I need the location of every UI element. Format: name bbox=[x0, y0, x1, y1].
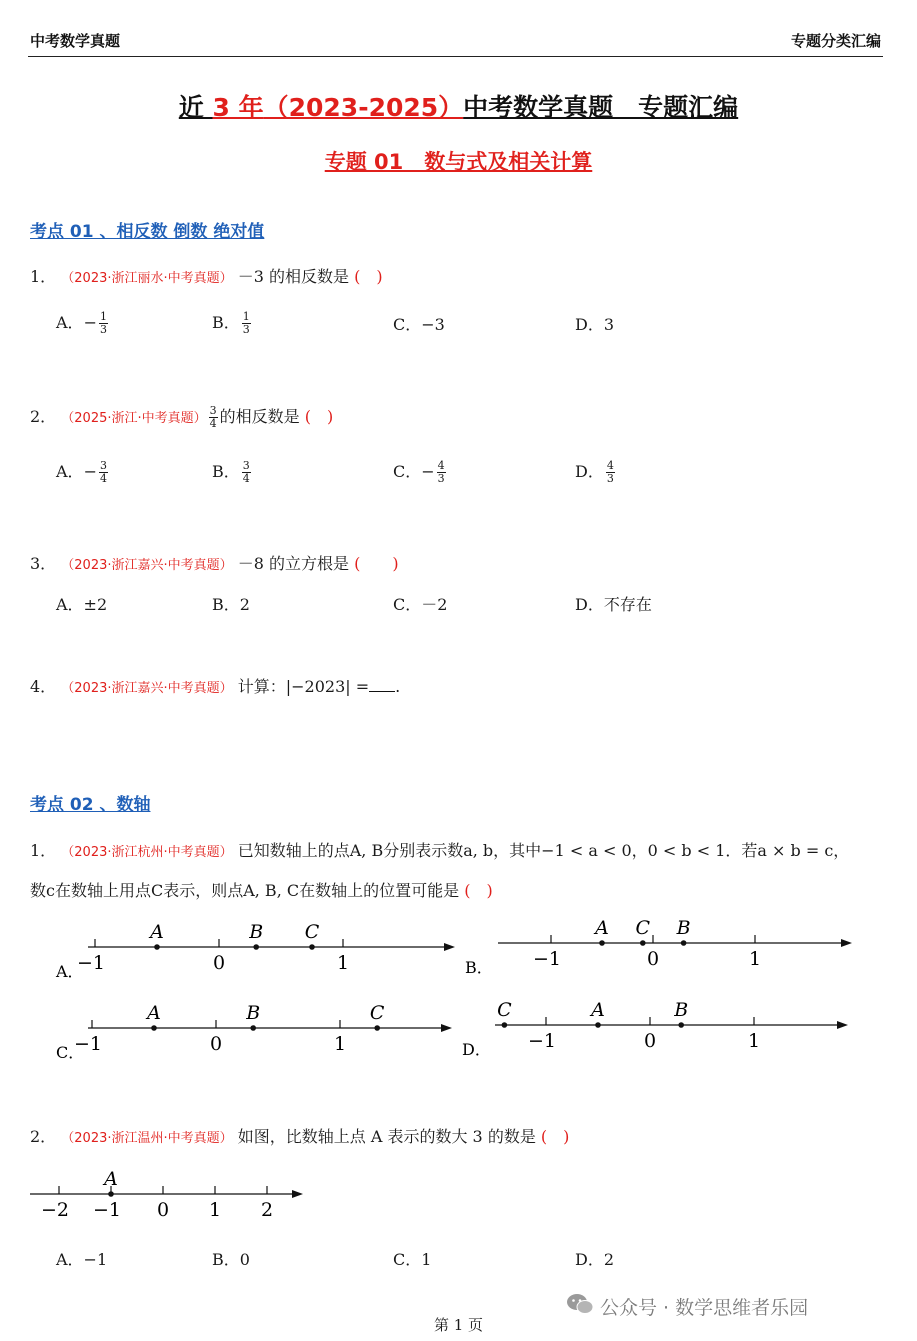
option-c: C．− $\frac{4}{3}$ bbox=[393, 459, 445, 485]
axis-arrow bbox=[841, 939, 852, 947]
title-range: （2023-2025） bbox=[263, 93, 464, 122]
question-text: 的相反数是 bbox=[219, 407, 300, 426]
fraction: $\frac{1}{3}$ bbox=[99, 310, 107, 336]
section-heading-1: 考点 01 、相反数 倒数 绝对值 bbox=[30, 222, 265, 242]
point-dot bbox=[253, 944, 259, 950]
page-subtitle: 专题 01 数与式及相关计算 bbox=[324, 150, 593, 174]
point-dot bbox=[681, 940, 687, 946]
page-number: 第 1 页 bbox=[433, 1316, 484, 1334]
question-text: －3 的相反数是 bbox=[237, 267, 350, 286]
point-label: B bbox=[246, 1002, 261, 1024]
tick-label: −2 bbox=[40, 1199, 70, 1221]
tick-label: 1 bbox=[748, 948, 762, 970]
tick-label: 0 bbox=[643, 1030, 657, 1052]
number-line-option-d bbox=[460, 998, 870, 1068]
number-line-option-c bbox=[0, 998, 460, 1068]
answer-paren: ( ) bbox=[304, 407, 334, 426]
question-1-3 bbox=[30, 551, 399, 574]
question-source: （2023·浙江杭州·中考真题） bbox=[61, 845, 233, 860]
answer-paren: ( ) bbox=[540, 1127, 570, 1146]
question-text: 数c在数轴上用点C表示，则点A, B, C在数轴上的位置可能是 bbox=[30, 881, 460, 900]
option-c: C．－2 bbox=[393, 595, 448, 614]
watermark: 公众号 · 数学思维者乐园 bbox=[600, 1297, 809, 1319]
point-label: A bbox=[150, 921, 164, 943]
option-d: D．2 bbox=[575, 1250, 615, 1269]
fraction: $\frac{4}{3}$ bbox=[437, 459, 445, 485]
tick-label: 1 bbox=[747, 1030, 761, 1052]
point-label: A bbox=[595, 917, 609, 939]
option-c: C．−3 bbox=[393, 315, 445, 334]
tick-label: −1 bbox=[532, 948, 562, 970]
tick-label: 1 bbox=[333, 1033, 347, 1055]
question-source: （2023·浙江嘉兴·中考真题） bbox=[61, 681, 233, 696]
question-1-4: 4． （2023·浙江嘉兴·中考真题） 计算：|−2023| = . bbox=[30, 677, 401, 696]
option-label: C． bbox=[56, 1043, 85, 1062]
question-number: 4． bbox=[30, 677, 57, 696]
point-label: A bbox=[147, 1002, 161, 1024]
wechat-icon bbox=[566, 1292, 594, 1316]
point-dot bbox=[502, 1022, 508, 1028]
point-dot bbox=[154, 944, 160, 950]
header-right: 专题分类汇编 bbox=[790, 32, 881, 50]
question-1-1 bbox=[30, 264, 383, 287]
question-source: （2023·浙江嘉兴·中考真题） bbox=[61, 558, 233, 573]
question-number: 1． bbox=[30, 267, 57, 286]
axis-arrow bbox=[441, 1024, 452, 1032]
option-d: D．不存在 bbox=[575, 595, 652, 614]
question-number: 3． bbox=[30, 554, 57, 573]
axis-arrow bbox=[292, 1190, 303, 1198]
option-a: A．±2 bbox=[56, 595, 108, 614]
question-2-1-line2 bbox=[30, 878, 493, 901]
tick-label: 0 bbox=[646, 948, 660, 970]
answer-paren: ( ) bbox=[354, 554, 399, 573]
fraction: $\frac{4}{3}$ bbox=[606, 459, 614, 485]
header-rule bbox=[28, 56, 883, 57]
option-a: A．−1 bbox=[56, 1250, 108, 1269]
question-source: （2025·浙江·中考真题） bbox=[61, 411, 207, 426]
question-number: 2． bbox=[30, 1127, 57, 1146]
option-d: D．3 bbox=[575, 315, 615, 334]
question-text: 已知数轴上的点A, B分别表示数a, b，其中−1 < a < 0，0 < b < 1．若a × b = c， bbox=[237, 841, 850, 860]
option-d: D． $\frac{4}{3}$ bbox=[575, 459, 614, 485]
tick-label: 1 bbox=[208, 1199, 222, 1221]
option-a: A．− $\frac{3}{4}$ bbox=[56, 459, 107, 485]
question-text: 计算： bbox=[237, 677, 286, 696]
fraction: $\frac{1}{3}$ bbox=[242, 310, 250, 336]
number-line-q2 bbox=[20, 1160, 320, 1225]
number-line-option-b bbox=[460, 915, 870, 985]
tick-label: −1 bbox=[527, 1030, 557, 1052]
tick-label: 0 bbox=[156, 1199, 170, 1221]
option-label: D． bbox=[462, 1040, 491, 1059]
tick-label: 0 bbox=[212, 952, 226, 974]
fraction: $\frac{3}{4}$ bbox=[209, 404, 217, 430]
point-label: C bbox=[304, 921, 320, 943]
number-line-option-a bbox=[0, 915, 460, 985]
option-b: B．0 bbox=[212, 1250, 250, 1269]
point-dot bbox=[599, 940, 605, 946]
question-number: 1． bbox=[30, 841, 57, 860]
point-dot bbox=[678, 1022, 684, 1028]
point-label: C bbox=[369, 1002, 385, 1024]
tick-label: 1 bbox=[336, 952, 350, 974]
tick-label: −1 bbox=[92, 1199, 122, 1221]
tick-label: 0 bbox=[209, 1033, 223, 1055]
option-label: B． bbox=[465, 958, 493, 977]
point-dot bbox=[151, 1025, 157, 1031]
fraction: $\frac{3}{4}$ bbox=[242, 459, 250, 485]
answer-paren: ( ) bbox=[354, 267, 383, 286]
point-label: B bbox=[676, 917, 691, 939]
option-b: B． $\frac{3}{4}$ bbox=[212, 459, 250, 485]
page-title bbox=[0, 88, 917, 124]
option-b: B． $\frac{1}{3}$ bbox=[212, 310, 250, 336]
title-rest: 中考数学真题 专题汇编 bbox=[463, 93, 739, 122]
question-text: －8 的立方根是 bbox=[237, 554, 350, 573]
answer-blank bbox=[369, 677, 395, 692]
option-label: A． bbox=[56, 962, 84, 981]
point-label: B bbox=[249, 921, 264, 943]
point-label: A bbox=[104, 1168, 118, 1190]
point-dot bbox=[309, 944, 315, 950]
point-dot bbox=[595, 1022, 601, 1028]
question-source: （2023·浙江温州·中考真题） bbox=[61, 1131, 233, 1146]
fraction: $\frac{3}{4}$ bbox=[99, 459, 107, 485]
tick-label: 2 bbox=[260, 1199, 274, 1221]
question-2-2 bbox=[30, 1124, 569, 1147]
answer-paren: ( ) bbox=[464, 881, 493, 900]
axis-arrow bbox=[444, 943, 455, 951]
option-a: A．− $\frac{1}{3}$ bbox=[56, 310, 107, 336]
point-label: B bbox=[674, 999, 689, 1021]
section-heading-2: 考点 02 、数轴 bbox=[30, 795, 151, 815]
option-c: C．1 bbox=[393, 1250, 432, 1269]
option-b: B．2 bbox=[212, 595, 250, 614]
question-source: （2023·浙江丽水·中考真题） bbox=[61, 271, 233, 286]
title-pre: 近 bbox=[178, 93, 213, 122]
axis-arrow bbox=[837, 1021, 848, 1029]
point-dot bbox=[374, 1025, 380, 1031]
question-text: 如图，比数轴上点 A 表示的数大 3 的数是 bbox=[237, 1127, 536, 1146]
expression: |−2023| = bbox=[285, 677, 370, 696]
point-dot bbox=[108, 1191, 114, 1197]
header-left: 中考数学真题 bbox=[30, 32, 121, 50]
point-dot bbox=[640, 940, 646, 946]
question-1-2 bbox=[30, 404, 333, 430]
point-dot bbox=[250, 1025, 256, 1031]
point-label: C bbox=[635, 917, 651, 939]
question-2-1 bbox=[30, 838, 849, 861]
point-label: C bbox=[497, 999, 512, 1021]
tick-label: −1 bbox=[73, 1033, 103, 1055]
question-number: 2． bbox=[30, 407, 57, 426]
title-years: 3 年 bbox=[212, 93, 264, 122]
tick-label: −1 bbox=[76, 952, 106, 974]
point-label: A bbox=[591, 999, 605, 1021]
